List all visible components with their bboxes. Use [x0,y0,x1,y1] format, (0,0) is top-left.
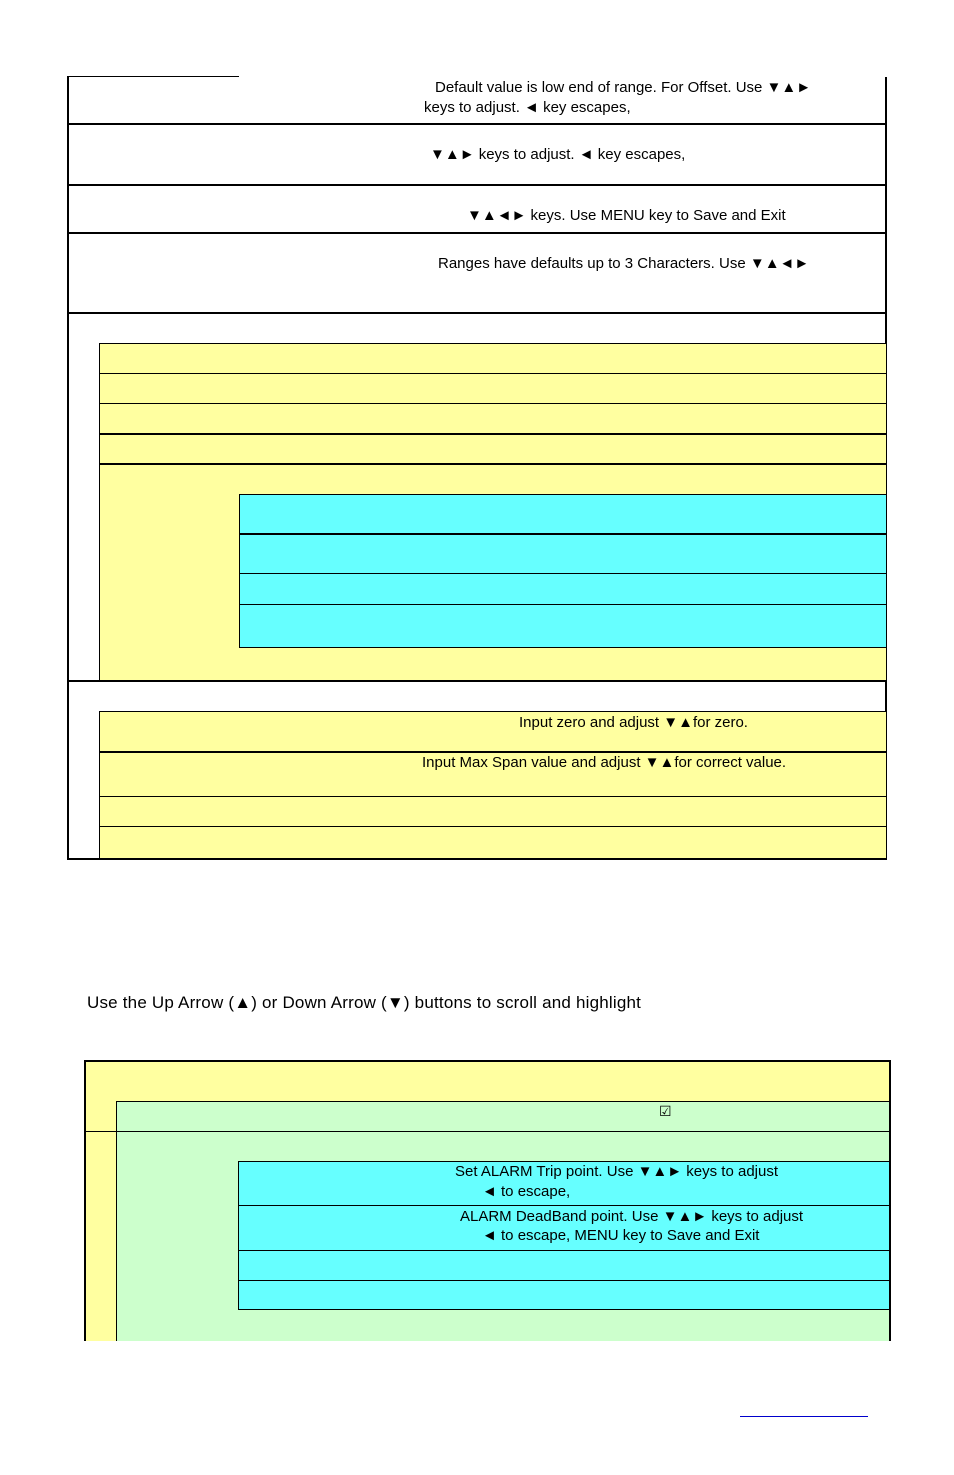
row-divider [67,232,887,234]
row-divider [239,604,886,605]
row-divider [67,184,887,186]
cyan-submenu-1 [239,494,886,648]
alarm-trip-description-line2: ◄ to escape, [482,1183,571,1200]
calibrate-span-description: Input Max Span value and adjust ▼▲for correct value. [422,754,787,771]
checkbox-icon: ☑ [659,1103,672,1119]
green-section-row1 [116,1101,889,1132]
row-divider [67,312,887,314]
row-divider [67,680,887,682]
alarm-deadband-description-line1: ALARM DeadBand point. Use ▼▲► keys to adjust [460,1208,804,1225]
row-divider [99,826,886,827]
yellow-section-2 [99,711,886,858]
row-divider [99,796,886,797]
row-divider [99,433,886,435]
calibrate-zero-description: Input zero and adjust ▼▲for zero. [519,714,748,731]
row4-description: Ranges have defaults up to 3 Characters. Use ▼▲◄► [438,255,810,272]
table-right-border [889,1060,891,1341]
alarm-deadband-description-line2: ◄ to escape, MENU key to Save and Exit [482,1227,760,1244]
row-divider [99,373,886,374]
row-divider [238,1280,889,1281]
row-divider [99,463,886,465]
top-left-gap [239,76,889,77]
row-divider [239,533,886,535]
row1-description-line2: keys to adjust. ◄ key escapes, [424,99,631,116]
row2-description: ▼▲► keys to adjust. ◄ key escapes, [430,146,686,163]
alarm-trip-description-line1: Set ALARM Trip point. Use ▼▲► keys to adjust [455,1163,778,1180]
row-divider [239,573,886,574]
row-divider [67,123,887,125]
row-divider [238,1205,889,1206]
row3-description: ▼▲◄► keys. Use MENU key to Save and Exit [467,207,786,224]
scroll-instruction: Use the Up Arrow (▲) or Down Arrow (▼) buttons to scroll and highlight [87,993,642,1012]
row1-description-line1: Default value is low end of range. For Offset. Use ▼▲► [435,79,812,96]
row-divider [238,1250,889,1251]
row-divider [99,403,886,404]
footer-link-underline[interactable] [740,1416,868,1417]
